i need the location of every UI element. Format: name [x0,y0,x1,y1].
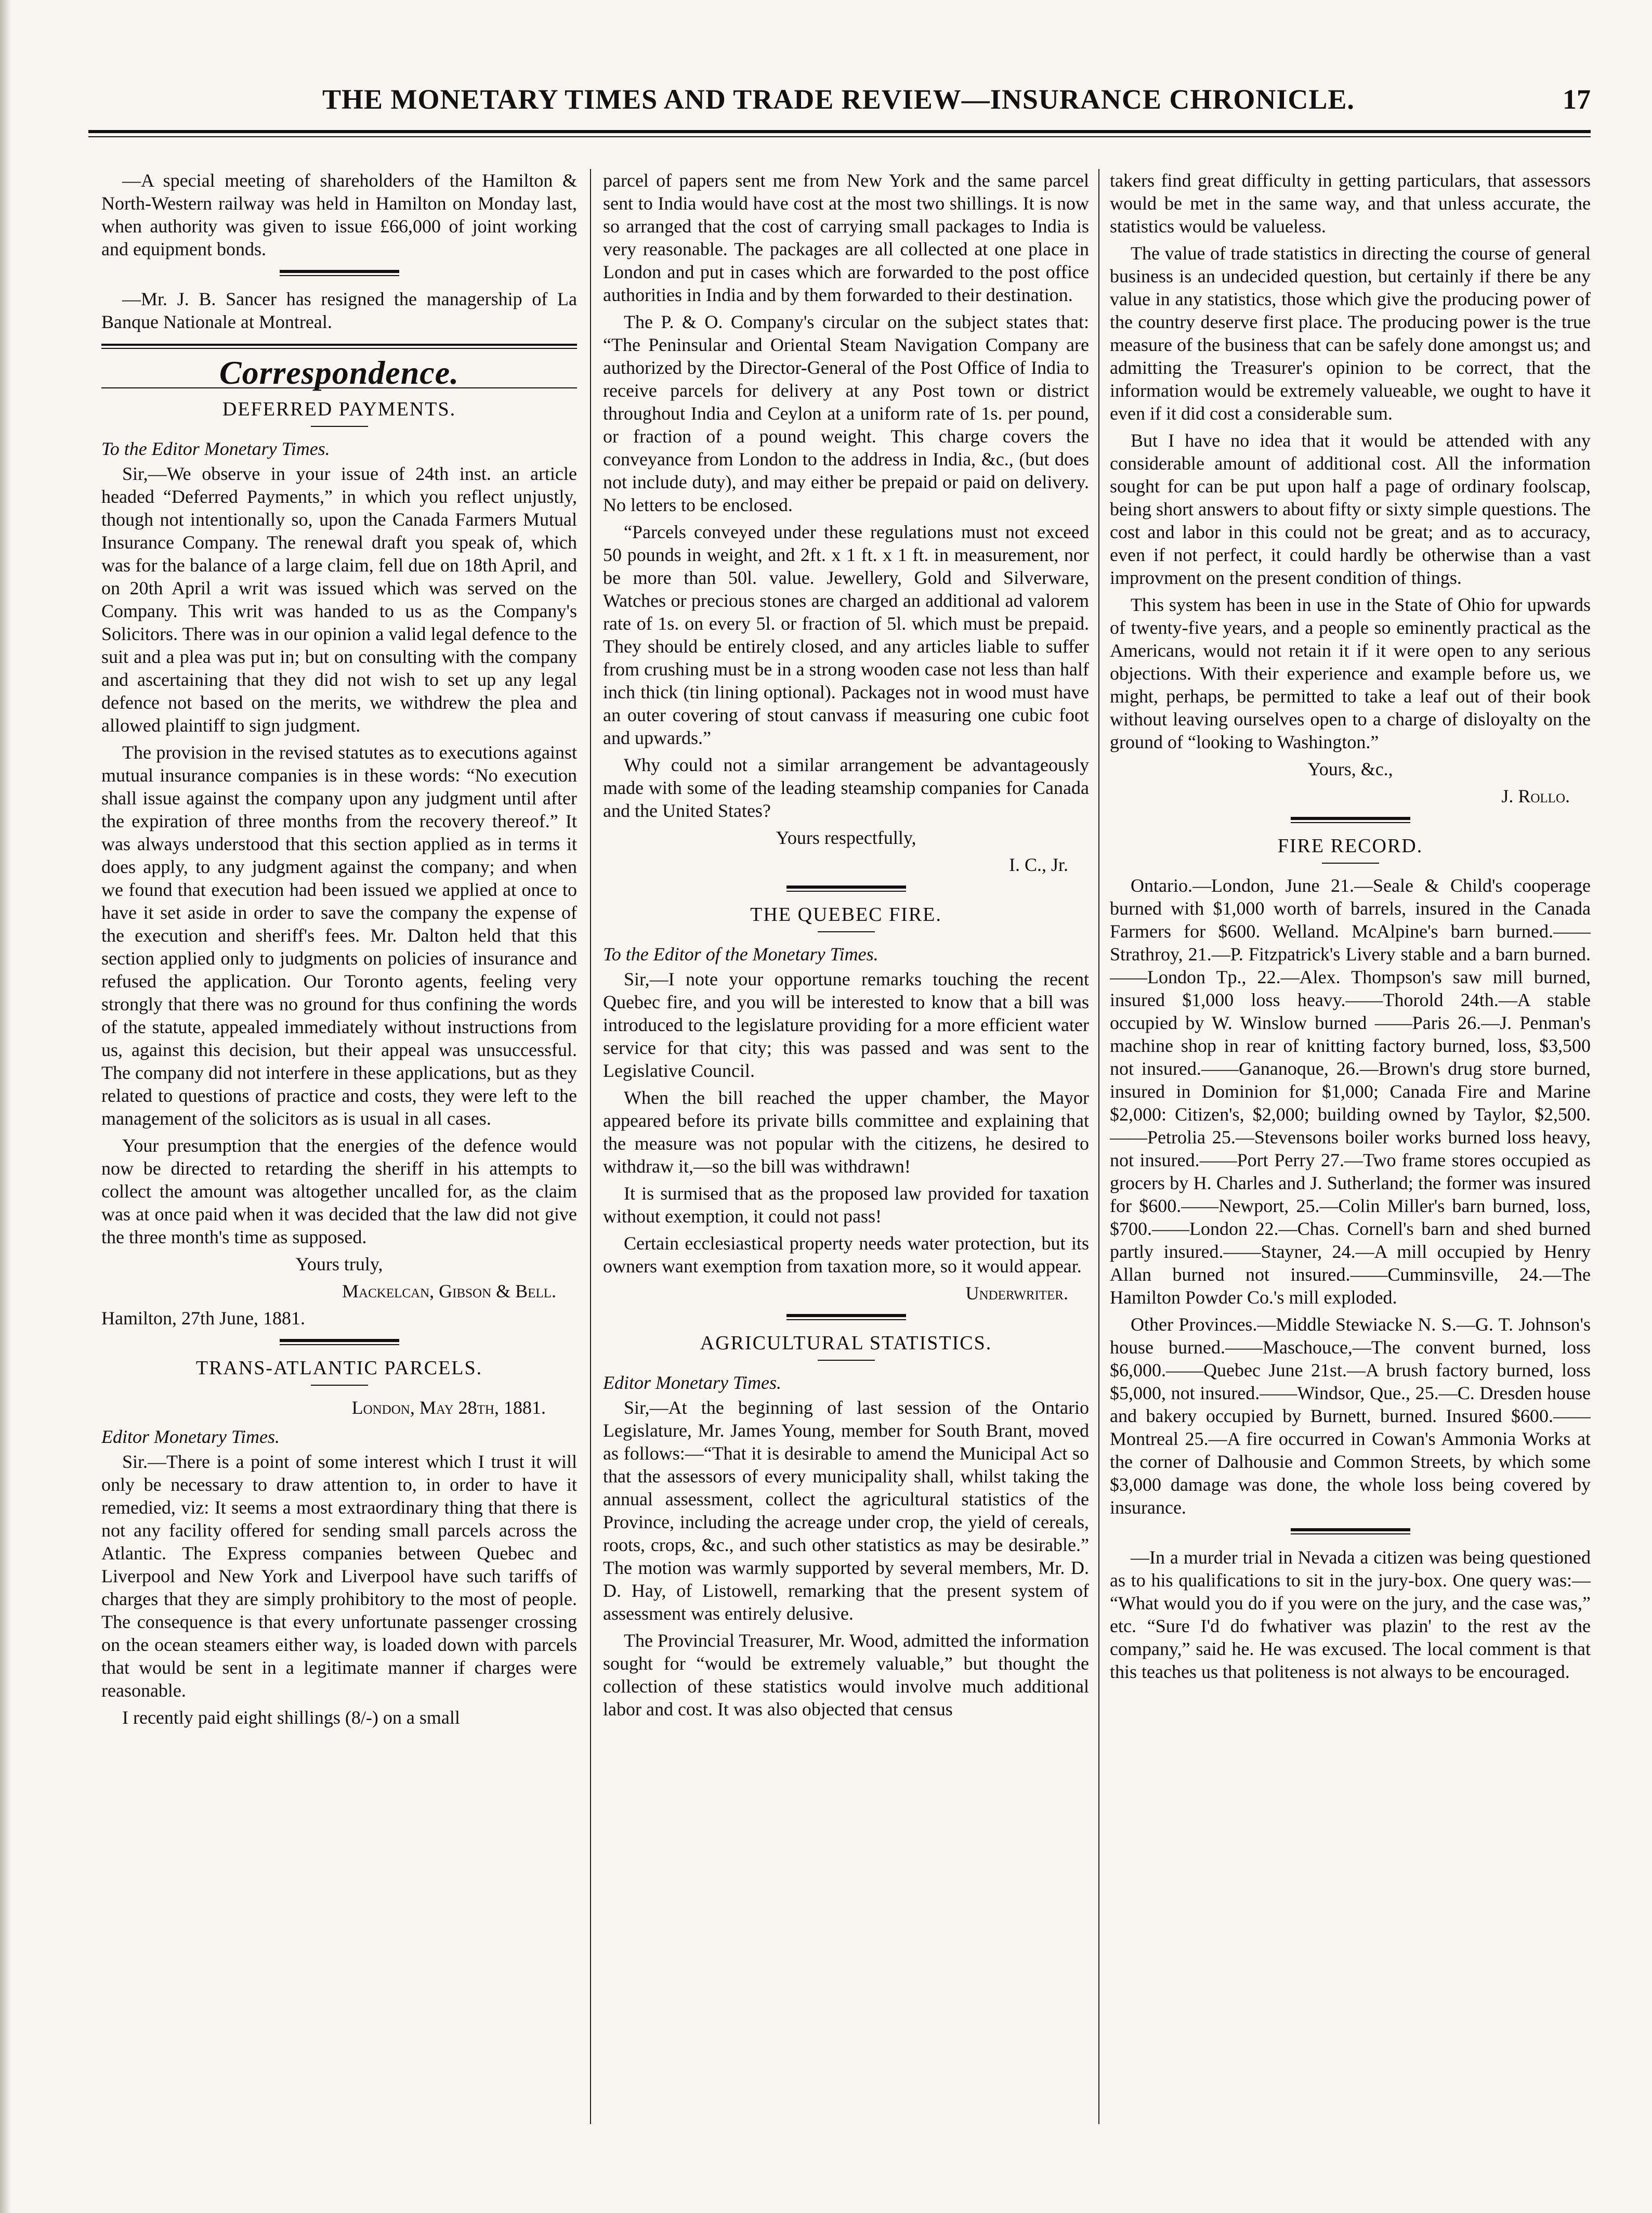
news-note-railway: —A special meeting of shareholders of the Hamilton & North-Western railway was held in Hamilton on Monday last, when authority was given to issue £66,000 of joint working and equipment bonds. [101,170,577,259]
column-1 [101,169,577,2134]
signature: I. C., Jr. [1008,854,1068,875]
closing: Yours truly, [295,1254,383,1274]
fire-record-other-provinces: Other Provinces.—Middle Stewiacke N. S.—G. T. Johnson's house burned.——Maschouce,—The convent burned, loss $6,000.——Quebec June 21st.—A brush factory burned, loss $5,000, not insured.——Windsor, Que., 25.—C. Dresden house and bakery occupied by Burnett, burned. Insured $600.——Montreal 25.—A fire occurred in Cowan's Ammonia Works at the corner of Dalhousie and Common Streets, by which some $3,000 damage was done, the whole loss being covered by insurance. [1110,1314,1591,1518]
paragraph: This system has been in use in the State of Ohio for upwards of twenty-five years, and a people so eminently practical as the Americans, would not retain it if it were open to any serious objections. With their experience and example before us, we might, perhaps, be permitted to take a leaf out of their book without leaving ourselves open to a charge of disloyalty on the ground of “looking to Washington.” [1110,594,1591,752]
paragraph: I recently paid eight shillings (8/-) on a small [122,1707,460,1728]
scan-edge [0,0,11,2213]
section-title-correspondence: Correspondence. [219,354,460,391]
paragraph: takers find great difficulty in getting particulars, that assessors would be met in the same way, and that unless accurate, the statistics would be valueless. [1110,170,1591,237]
paragraph: When the bill reached the upper chamber, the Mayor appeared before its private bills committee and explaining that the measure was not popular with the citizens, he desired to withdraw it,—so the bill was withdrawn! [603,1087,1089,1177]
divider [786,1314,906,1320]
column-2 [603,169,1089,2134]
paragraph: Your presumption that the energies of the defence would now be directed to retarding the sheriff in his attempts to collect the amount was altogether uncalled for, as the claim was at once paid when it was decided that the law did not give the three month's time as supposed. [101,1135,577,1247]
salutation: Editor Monetary Times. [101,1426,280,1447]
paragraph: The provision in the revised statutes as to executions against mutual insurance companies is in these words: “No execution shall issue against the company upon any judgment until after the expiration of three months from the recovery thereof.” It was always understood that this section applied as in terms it does apply, to any judgment against the company; and when we found that execution had been issued we applied at once to have it set aside in order to save the company the expense of the execution and sheriff's fees. Mr. Dalton held that this section applied only to judgments on policies of insurance and refused the application. Our Toronto agents, feeling very strongly that there was no ground for thus confining the words of the statute, appealed immediately without instructions from us, against this decision, but their appeal was unsuccessful. The company did not interfere in these applications, but as they related to questions of practice and costs, they were left to the management of the solicitors as is usual in all cases. [101,742,577,1129]
place-date: London, May 28th, 1881. [351,1397,546,1418]
page-number: 17 [1563,84,1591,115]
paragraph: The value of trade statistics in directing the course of general business is an undecided question, but certainly if there be any value in any statistics, those which give the producing power of the country deserve first place. The producing power is the true measure of the business that can be safely done amongst us; and admitting the Treasurer's opinion to be correct, that the information would be extremely valueable, we ought to have it even if it did cost a considerable sum. [1110,243,1591,424]
paragraph: Sir,—We observe in your issue of 24th inst. an article headed “Deferred Payments,” in which you reflect unjustly, though not intentionally so, upon the Canada Farmers Mutual Insurance Company. The renewal draft you speak of, which was for the balance of a large claim, fell due on 18th April, and on 20th April a writ was issued which was served on the Company. This writ was handed to us as the Company's Solicitors. There was in our opinion a valid legal defence to the suit and a plea was put in; but on consulting with the company and ascertaining that they did not wish to set up any legal defence not based on the merits, we withdrew the plea and allowed plaintiff to sign judgment. [101,463,577,736]
article-heading-agricultural: AGRICULTURAL STATISTICS. [700,1332,992,1354]
divider [280,270,399,276]
article-heading-quebec: THE QUEBEC FIRE. [750,904,942,926]
paragraph: parcel of papers sent me from New York and the same parcel sent to India would have cost at the most two shillings. It is now so arranged that the cost of carrying small packages to India is very reasonable. The packages are all collected at one place in London and put in cases which are forwarded to the post office authorities in India and by them forwarded to their destination. [603,170,1089,305]
heading-underline [1322,863,1379,864]
article-heading-fire-record: FIRE RECORD. [1277,835,1423,857]
fire-record-ontario: Ontario.—London, June 21.—Seale & Child's cooperage burned with $1,000 worth of barrels, insured in the Canada Farmers for $600. Welland. McAlpine's barn burned.——Strathroy, 21.—P. Fitzpatrick's Livery stable and a barn burned.——London Tp., 22.—Alex. Thompson's saw mill burned, insured $1,000 loss heavy.——Thorold 24th.—A stable occupied by W. Winslow burned ——Paris 26.—J. Penman's machine shop in rear of knitting factory burned, loss, $3,500 not insured.——Gananoque, 26.—Brown's drug store burned, insured in Dominion for $1,000; Canada Fire and Marine $2,000: Citizen's, $2,000; building owned by Taylor, $2,500.——Petrolia 25.—Stevensons boiler works burned loss heavy, not insured.——Port Perry 27.—Two frame stores occupied as grocers by H. Charles and J. Sutherland; the former was insured for $600.——Newport, 25.—Colin Miller's barn burned, loss, $700.——London 22.—Chas. Cornell's barn and shed burned partly insured.——Stayner, 24.—A mill occupied by Henry Allan burned not insured.——Cumminsville, 24.—The Hamilton Powder Co.'s mill exploded. [1110,875,1591,1308]
heading-underline [818,931,875,932]
signature: Mackelcan, Gibson & Bell. [342,1281,556,1301]
heading-underline [818,1360,875,1361]
article-heading-deferred: DEFERRED PAYMENTS. [222,398,456,420]
paragraph: It is surmised that as the proposed law provided for taxation without exemption, it could not pass! [603,1183,1089,1227]
paragraph: Sir,—I note your opportune remarks touching the recent Quebec fire, and you will be interested to know that a bill was introduced to the legislature providing for a more efficient water service for that city; this was passed and was sent to the Legislative Council. [603,969,1089,1081]
closing: Yours respectfully, [776,827,916,848]
paragraph: Sir.—There is a point of some interest which I trust it will only be necessary to draw attention to, in order to have it remedied, viz: It seems a most extraordinary thing that there is not any facility offered for sending small parcels across the Atlantic. The Express companies between Quebec and Liverpool and New York and Liverpool have such tariffs of charges that they are simply prohibitory to the most of people. The consequence is that every unfortunate passenger crossing on the ocean steamers either way, is loaded down with parcels that would be sent in a legitimate manner if charges were reasonable. [101,1451,577,1701]
divider [786,886,906,892]
news-note-banque: —Mr. J. B. Sancer has resigned the managership of La Banque Nationale at Montreal. [101,289,577,332]
heading-underline [311,1385,368,1386]
column-rule-1 [590,169,591,2124]
paragraph: Why could not a similar arrangement be advantageously made with some of the leading steamship companies for Canada and the United States? [603,754,1089,821]
header-rule [88,130,1591,137]
salutation: To the Editor of the Monetary Times. [603,944,879,965]
paragraph: The Provincial Treasurer, Mr. Wood, admitted the information sought for “would be extremely valuable,” but thought the collection of these statistics would involve much additional labor and cost. It was also objected that census [603,1630,1089,1720]
news-note-nevada: —In a murder trial in Nevada a citizen was being questioned as to his qualifications to sit in the jury-box. One query was:— “What would you do if you were on the jury, and the case was,” etc. “Sure I'd do fwhativer was plazin' to the rest av the company,” said he. He was excused. The local comment is that this teaches us that politeness is not always to be encouraged. [1110,1547,1591,1682]
salutation: Editor Monetary Times. [603,1372,781,1393]
closing: Yours, &c., [1307,759,1393,779]
paragraph: Certain ecclesiastical property needs water protection, but its owners want exemption from taxation more, so it would appear. [603,1233,1089,1277]
salutation: To the Editor Monetary Times. [101,438,330,459]
heading-underline [311,426,368,427]
dateline: Hamilton, 27th June, 1881. [101,1308,305,1329]
divider [1291,817,1410,823]
column-3 [1110,169,1591,2134]
article-heading-parcels: TRANS-ATLANTIC PARCELS. [195,1357,483,1379]
paragraph: “Parcels conveyed under these regulations must not exceed 50 pounds in weight, and 2ft. x 1 ft. x 1 ft. in measurement, nor be more than 50l. value. Jewellery, Gold and Silverware, Watches or precious stones are charged an additional ad valorem rate of 1s. on every 5l. or fraction of 5l. which must be prepaid. They should be entirely closed, and any articles liable to suffer from crushing must be in a strong wooden case not less than half inch thick (tin lining optional). Packages not in wood must have an outer covering of stout canvass if measuring one cubic foot and upwards.” [603,522,1089,748]
section-rule [101,344,577,349]
paragraph: But I have no idea that it would be attended with any considerable amount of additional cost. All the information sought for can be put upon half a page of ordinary foolscap, being short answers to about fifty or sixty simple questions. The cost and labor in this could not be great; and as to accuracy, even if not perfect, it could hardly be otherwise than a vast improvment on the present condition of things. [1110,430,1591,588]
page-header [83,83,1591,125]
paragraph: Sir,—At the beginning of last session of the Ontario Legislature, Mr. James Young, member for South Brant, moved as follows:—“That it is desirable to amend the Municipal Act so that the assessors of every municipality shall, whilst taking the annual assessment, collect the agricultural statistics of the Province, including the acreage under crop, the yield of cereals, roots, crops, &c., and such other statistics as may be desirable.” The motion was warmly supported by several members, Mr. D. D. Hay, of Listowell, remarking that the present system of assessment was entirely delusive. [603,1397,1089,1624]
divider [280,1339,399,1345]
divider [1291,1528,1410,1534]
running-title: THE MONETARY TIMES AND TRADE REVIEW—INSURANCE CHRONICLE. [322,84,1355,115]
signature: Underwriter. [965,1283,1068,1304]
signature: J. Rollo. [1501,786,1570,806]
paragraph: The P. & O. Company's circular on the subject states that: “The Peninsular and Oriental Steam Navigation Company are authorized by the Director-General of the Post Office of India to receive parcels for delivery at any Post town or district throughout India and Ceylon at a uniform rate of 1s. per pound, or fraction of a pound weight. This charge covers the conveyance from London to the address in India, &c., (but does not include duty), and may either be prepaid or paid on delivery. No letters to be enclosed. [603,311,1089,515]
column-rule-2 [1098,169,1099,2124]
